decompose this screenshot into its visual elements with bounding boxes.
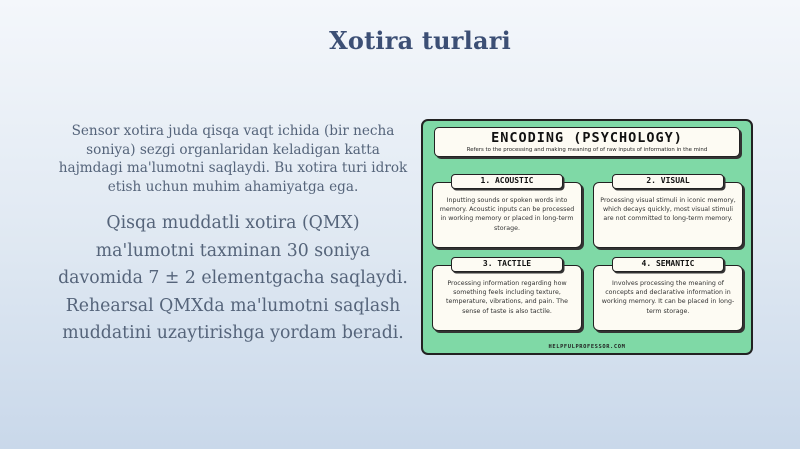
infographic-title: ENCODING (PSYCHOLOGY) (491, 130, 683, 146)
card-text-acoustic: Inputting sounds or spoken words into memory. Acoustic inputs can be processed in working memory or placed in long-term storage. (439, 197, 575, 232)
card-label-visual: 2. VISUAL (612, 174, 724, 189)
card-label-acoustic: 1. ACOUSTIC (451, 174, 563, 189)
infographic-subtitle: Refers to the processing and making meaning of of raw inputs of information in the mind (466, 147, 708, 153)
card-tactile (432, 259, 582, 331)
encoding-infographic (421, 119, 753, 355)
card-semantic (593, 259, 743, 331)
short-term-memory-paragraph: Qisqa muddatli xotira (QMX) ma'lumotni taxminan 30 soniya davomida 7 ± 2 elementgacha saqlaydi. Rehearsal QMXda ma'lumotni saqlash muddatini uzaytirishga yordam beradi. (58, 213, 408, 343)
infographic-footer: HELPFULPROFESSOR.COM (548, 344, 626, 350)
card-text-semantic: Involves processing the meaning of concepts and declarative information in working memory. It can be placed in long-term storage. (601, 280, 735, 315)
sensor-memory-paragraph: Sensor xotira juda qisqa vaqt ichida (bir necha soniya) sezgi organlaridan keladigan katta hajmdagi ma'lumotni saqlaydi. Bu xotira turi idrok etish uchun muhim ahamiyatga ega. (58, 123, 408, 195)
card-visual (593, 176, 743, 248)
card-text-tactile: Processing information regarding how something feels including texture, temperature, vibrations, and pain. The sense of taste is also tactile. (445, 280, 568, 315)
slide-title: Xotira turlari (329, 26, 511, 55)
card-label-semantic: 4. SEMANTIC (612, 257, 724, 272)
infographic-header (434, 127, 740, 157)
card-label-tactile: 3. TACTILE (451, 257, 563, 272)
card-text-visual: Processing visual stimuli in iconic memory, which decays quickly, most visual stimuli are not committed to long-term memory. (600, 197, 736, 223)
card-acoustic (432, 176, 582, 248)
